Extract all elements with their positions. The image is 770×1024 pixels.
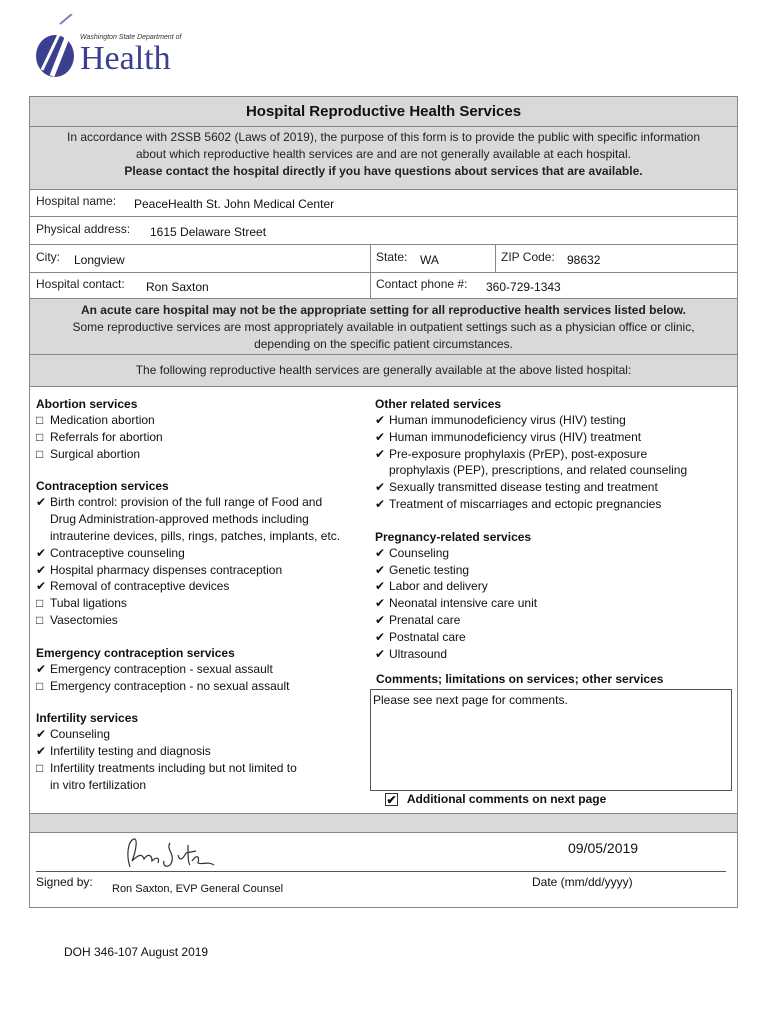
service-item-label: Counseling — [389, 545, 450, 560]
service-item-label: Infertility treatments including but not limited to — [50, 760, 297, 775]
service-item — [36, 412, 366, 429]
empty-checkbox-icon[interactable]: □ — [36, 596, 44, 611]
service-item-label: Sexually transmitted disease testing and treatment — [389, 480, 658, 495]
service-item-label: Referrals for abortion — [50, 429, 163, 444]
signed-by-label: Signed by: — [36, 875, 93, 889]
notice-line-3: depending on the specific patient circumstances. — [254, 337, 513, 351]
service-item — [375, 562, 735, 579]
section-title: Contraception services — [36, 479, 169, 494]
phone-field[interactable]: 360-729-1343 — [486, 280, 561, 294]
hospital-name-row — [30, 190, 737, 217]
checkmark-icon[interactable]: ✔ — [36, 562, 47, 577]
divider — [495, 245, 496, 272]
service-item-label: Vasectomies — [50, 612, 118, 627]
checkmark-icon[interactable]: ✔ — [375, 545, 386, 560]
services-left-column — [36, 397, 366, 811]
notice-section — [30, 299, 737, 355]
empty-checkbox-icon[interactable]: □ — [36, 760, 44, 775]
signature-section — [30, 833, 737, 907]
service-item-label: Postnatal care — [389, 629, 466, 644]
service-section — [36, 711, 366, 793]
signature-date[interactable]: 09/05/2019 — [568, 840, 639, 856]
service-item — [36, 760, 366, 794]
service-item — [375, 496, 735, 513]
checkmark-icon[interactable]: ✔ — [375, 413, 386, 427]
service-item — [375, 545, 735, 562]
contact-field[interactable]: Ron Saxton — [146, 280, 209, 294]
checkmark-icon[interactable]: ✔ — [36, 495, 47, 510]
service-item-label: prophylaxis (PEP), prescriptions, and related counseling — [389, 463, 688, 478]
agency-wordmark: Health — [80, 40, 171, 77]
checkmark-icon[interactable]: ✔ — [375, 646, 386, 661]
form-title: Hospital Reproductive Health Services — [30, 97, 737, 127]
empty-checkbox-icon[interactable]: □ — [36, 678, 44, 693]
divider — [370, 245, 371, 272]
empty-checkbox-icon[interactable]: □ — [36, 446, 44, 461]
empty-checkbox-icon[interactable]: □ — [36, 612, 44, 627]
zip-field[interactable]: 98632 — [567, 253, 601, 267]
service-item — [36, 562, 366, 579]
checkmark-icon[interactable]: ✔ — [36, 727, 47, 742]
section-title: Abortion services — [36, 397, 138, 411]
service-item-label: Medication abortion — [50, 413, 155, 427]
empty-checkbox-icon[interactable]: □ — [36, 413, 44, 427]
service-section — [36, 479, 366, 628]
additional-comments-checkbox[interactable] — [385, 793, 398, 806]
service-item-label: Contraceptive counseling — [50, 545, 185, 560]
service-item — [375, 479, 735, 496]
section-title: Emergency contraception services — [36, 645, 235, 660]
service-item-label: Emergency contraception - sexual assault — [50, 661, 273, 676]
service-section — [36, 646, 366, 695]
service-item-label: Human immunodeficiency virus (HIV) treatment — [389, 429, 642, 444]
service-item-label: Pre-exposure prophylaxis (PrEP), post-exposure — [389, 446, 648, 461]
service-item-label: Treatment of miscarriages and ectopic pregnancies — [389, 496, 662, 511]
service-item-label: Human immunodeficiency virus (HIV) testing — [389, 413, 626, 427]
signature-image — [122, 835, 232, 875]
additional-comments-label: Additional comments on next page — [406, 792, 607, 806]
service-item-label: Tubal ligations — [50, 596, 127, 611]
service-item — [36, 661, 366, 678]
service-section — [375, 530, 735, 663]
notice-line-1: An acute care hospital may not be the appropriate setting for all reproductive health services listed below. — [80, 303, 687, 317]
form-id: DOH 346-107 August 2019 — [64, 945, 209, 959]
empty-checkbox-icon[interactable]: □ — [36, 429, 44, 444]
comments-title: Comments; limitations on services; other services — [376, 672, 664, 686]
service-item — [375, 595, 735, 612]
service-item-label: Birth control: provision of the full range of Food and — [50, 495, 323, 510]
service-item-label: intrauterine devices, pills, rings, patches, implants, etc. — [50, 528, 341, 543]
contact-label: Hospital contact: — [36, 277, 125, 291]
service-item-label: Drug Administration-approved methods including — [50, 512, 309, 527]
checkmark-icon[interactable]: ✔ — [375, 579, 386, 594]
form-frame — [29, 96, 738, 908]
check-icon: ✔ — [386, 793, 397, 808]
service-item — [375, 429, 735, 446]
services-right-column — [375, 397, 735, 679]
additional-comments-row — [385, 792, 606, 806]
phone-label: Contact phone #: — [376, 277, 468, 291]
checkmark-icon[interactable]: ✔ — [375, 496, 386, 511]
service-item — [375, 446, 735, 480]
checkmark-icon[interactable]: ✔ — [36, 579, 47, 594]
intro-line-3: Please contact the hospital directly if you have questions about services that are available. — [124, 164, 643, 178]
spacer-bar — [30, 813, 737, 833]
service-item-label: Hospital pharmacy dispenses contraception — [50, 562, 283, 577]
checkmark-icon[interactable]: ✔ — [375, 429, 386, 444]
services-header-section — [30, 355, 737, 387]
service-item — [36, 494, 366, 544]
comments-box[interactable] — [370, 689, 732, 791]
service-item — [36, 678, 366, 695]
divider — [370, 273, 371, 298]
doh-logo — [30, 14, 190, 84]
date-label: Date (mm/dd/yyyy) — [532, 875, 633, 889]
service-item-label: in vitro fertilization — [50, 777, 147, 792]
service-item-label: Infertility testing and diagnosis — [50, 744, 211, 759]
contact-row — [30, 273, 737, 299]
service-item — [36, 429, 366, 446]
service-item — [36, 595, 366, 612]
address-field[interactable]: 1615 Delaware Street — [150, 225, 267, 239]
checkmark-icon[interactable]: ✔ — [375, 446, 386, 461]
address-label: Physical address: — [36, 222, 131, 236]
service-item-label: Genetic testing — [389, 562, 470, 577]
intro-line-1: In accordance with 2SSB 5602 (Laws of 2019), the purpose of this form is to provide the public with specific information — [67, 130, 700, 144]
hospital-name-field[interactable]: PeaceHealth St. John Medical Center — [134, 197, 335, 211]
section-title: Pregnancy-related services — [375, 529, 532, 544]
service-item-label: Ultrasound — [389, 646, 448, 661]
city-row — [30, 245, 737, 273]
city-label: City: — [36, 250, 60, 264]
service-section — [36, 397, 366, 462]
service-item-label: Emergency contraception - no sexual assault — [50, 678, 290, 693]
signature-line — [36, 871, 726, 872]
service-item — [375, 646, 735, 663]
service-item — [375, 629, 735, 646]
hospital-name-label: Hospital name: — [36, 194, 117, 208]
checkmark-icon[interactable]: ✔ — [375, 612, 386, 627]
section-title: Infertility services — [36, 711, 139, 726]
service-item-label: Surgical abortion — [50, 446, 141, 461]
checkmark-icon[interactable]: ✔ — [36, 545, 47, 560]
service-item — [375, 578, 735, 595]
service-item-label: Labor and delivery — [389, 579, 488, 594]
service-item — [36, 578, 366, 595]
service-item — [36, 545, 366, 562]
service-item-label: Neonatal intensive care unit — [389, 596, 538, 611]
service-item — [375, 412, 735, 429]
city-field[interactable]: Longview — [74, 253, 125, 267]
service-item — [36, 612, 366, 629]
signer-name: Ron Saxton, EVP General Counsel — [112, 883, 284, 895]
service-item-label: Counseling — [50, 727, 111, 742]
checkmark-icon[interactable]: ✔ — [36, 744, 47, 759]
service-section — [375, 397, 735, 513]
state-label: State: — [376, 250, 408, 264]
checkmark-icon[interactable]: ✔ — [36, 661, 47, 676]
agency-name: Washington State Department of — [80, 34, 182, 41]
service-item — [36, 743, 366, 760]
service-item — [36, 446, 366, 463]
state-field[interactable]: WA — [420, 253, 439, 267]
comments-text: Please see next page for comments. — [373, 693, 568, 707]
section-title: Other related services — [375, 397, 502, 411]
service-item-label: Removal of contraceptive devices — [50, 579, 230, 594]
checkmark-icon[interactable]: ✔ — [375, 596, 386, 611]
intro-line-2: about which reproductive health services are and are not generally available at each hospital. — [136, 147, 631, 161]
checkmark-icon[interactable]: ✔ — [375, 480, 386, 495]
service-item — [375, 612, 735, 629]
address-row — [30, 217, 737, 245]
checkmark-icon[interactable]: ✔ — [375, 629, 386, 644]
services-header: The following reproductive health services are generally available at the above listed hospital: — [135, 363, 632, 377]
zip-label: ZIP Code: — [501, 250, 555, 264]
title-section — [30, 97, 737, 190]
service-item-label: Prenatal care — [389, 612, 461, 627]
notice-line-2: Some reproductive services are most appropriately available in outpatient settings such as a physician office or clinic, — [72, 320, 695, 334]
checkmark-icon[interactable]: ✔ — [375, 562, 386, 577]
service-item — [36, 726, 366, 743]
